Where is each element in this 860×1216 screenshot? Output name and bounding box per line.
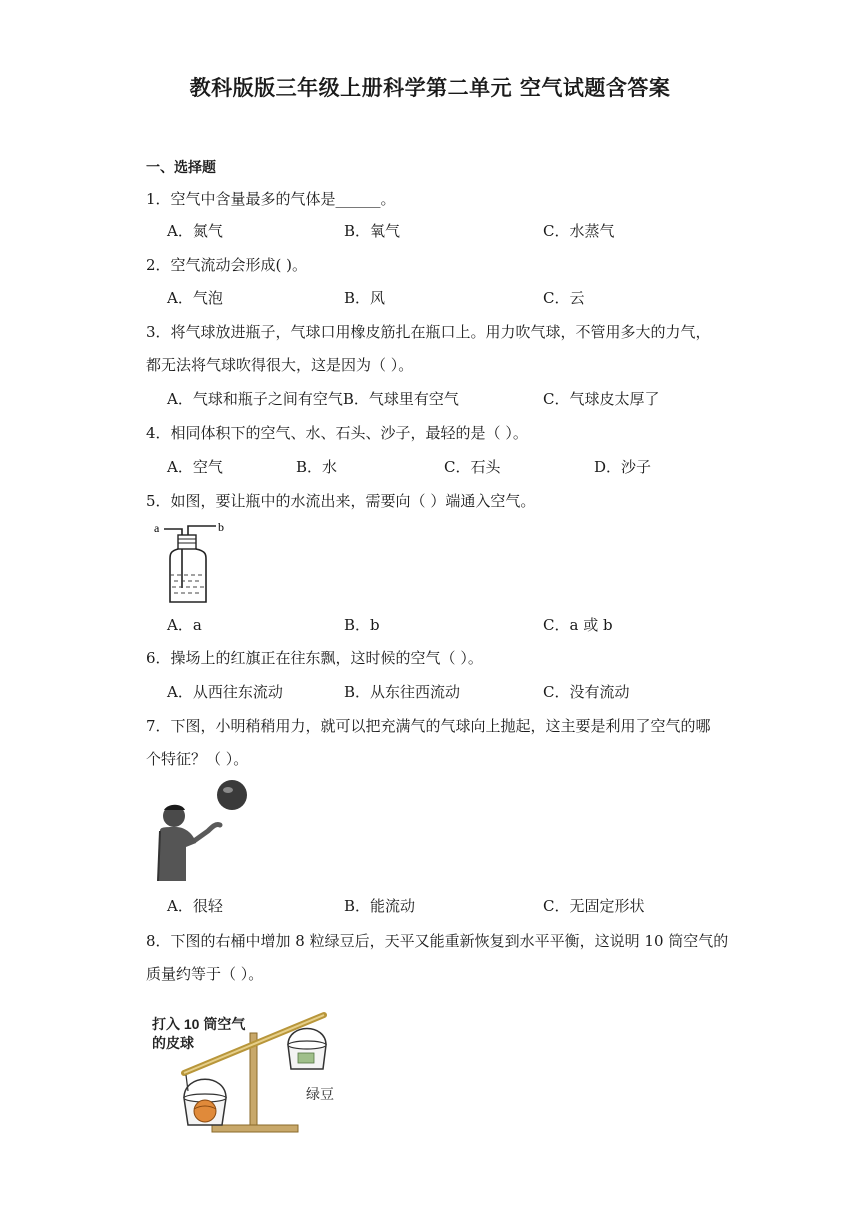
question-7-option-b[interactable]: B．能流动 [344, 897, 416, 915]
question-1-option-b[interactable]: B．氧气 [344, 222, 401, 240]
question-7-stem-line-2: 个特征？（ ）。 [146, 750, 249, 768]
question-4-option-d[interactable]: D．沙子 [594, 458, 652, 476]
ball-caption-line-2: 的皮球 [152, 1035, 194, 1051]
question-1-option-c[interactable]: C．水蒸气 [543, 222, 615, 240]
balance-figure [146, 1003, 346, 1138]
question-2-option-c[interactable]: C．云 [543, 289, 585, 307]
question-4-option-c[interactable]: C．石头 [444, 458, 501, 476]
question-1-stem: 1．空气中含量最多的气体是______。 [146, 190, 396, 208]
question-2-stem: 2．空气流动会形成( )。 [146, 256, 308, 274]
question-4-stem: 4．相同体积下的空气、水、石头、沙子，最轻的是（ ）。 [146, 424, 528, 442]
boy-balloon-figure [150, 775, 250, 885]
tube-b-label: b [218, 520, 224, 534]
question-4-option-a[interactable]: A．空气 [167, 458, 223, 476]
question-3-option-ab[interactable]: A．气球和瓶子之间有空气B．气球里有空气 [167, 390, 459, 408]
mung-bean-label: 绿豆 [306, 1086, 334, 1102]
question-1-option-a[interactable]: A．氮气 [167, 222, 223, 240]
section-heading: 一、选择题 [146, 160, 216, 176]
question-7-stem-line-1: 7．下图，小明稍稍用力，就可以把充满气的气球向上抛起，这主要是利用了空气的哪 [146, 717, 711, 735]
question-4-option-b[interactable]: B．水 [296, 458, 338, 476]
question-6-option-a[interactable]: A．从西往东流动 [167, 683, 283, 701]
question-2-option-a[interactable]: A．气泡 [167, 289, 223, 307]
question-7-option-c[interactable]: C．无固定形状 [543, 897, 645, 915]
bottle-figure [152, 518, 232, 608]
question-7-option-a[interactable]: A．很轻 [167, 897, 223, 915]
tube-a-label: a [154, 521, 160, 535]
question-6-option-c[interactable]: C．没有流动 [543, 683, 630, 701]
question-3-stem-line-1: 3．将气球放进瓶子，气球口用橡皮筋扎在瓶口上。用力吹气球，不管用多大的力气， [146, 323, 711, 341]
ball-caption-line-1: 打入 10 筒空气 [152, 1016, 246, 1032]
question-6-stem: 6．操场上的红旗正在往东飘，这时候的空气（ ）。 [146, 649, 483, 667]
question-2-option-b[interactable]: B．风 [344, 289, 386, 307]
question-5-option-c[interactable]: C．a 或 b [543, 616, 613, 634]
question-5-option-b[interactable]: B．b [344, 616, 380, 634]
question-5-option-a[interactable]: A．a [167, 616, 202, 634]
question-5-stem: 5．如图，要让瓶中的水流出来，需要向（ ）端通入空气。 [146, 492, 536, 510]
question-8-stem-line-2: 质量约等于（ ）。 [146, 965, 264, 983]
question-6-option-b[interactable]: B．从东往西流动 [344, 683, 461, 701]
page-title: 教科版版三年级上册科学第二单元 空气试题含答案 [189, 76, 671, 100]
question-3-stem-line-2: 都无法将气球吹得很大，这是因为（ ）。 [146, 356, 414, 374]
question-8-stem-line-1: 8．下图的右桶中增加 8 粒绿豆后，天平又能重新恢复到水平平衡，这说明 10 筒空气的 [146, 932, 729, 950]
question-3-option-c[interactable]: C．气球皮太厚了 [543, 390, 660, 408]
